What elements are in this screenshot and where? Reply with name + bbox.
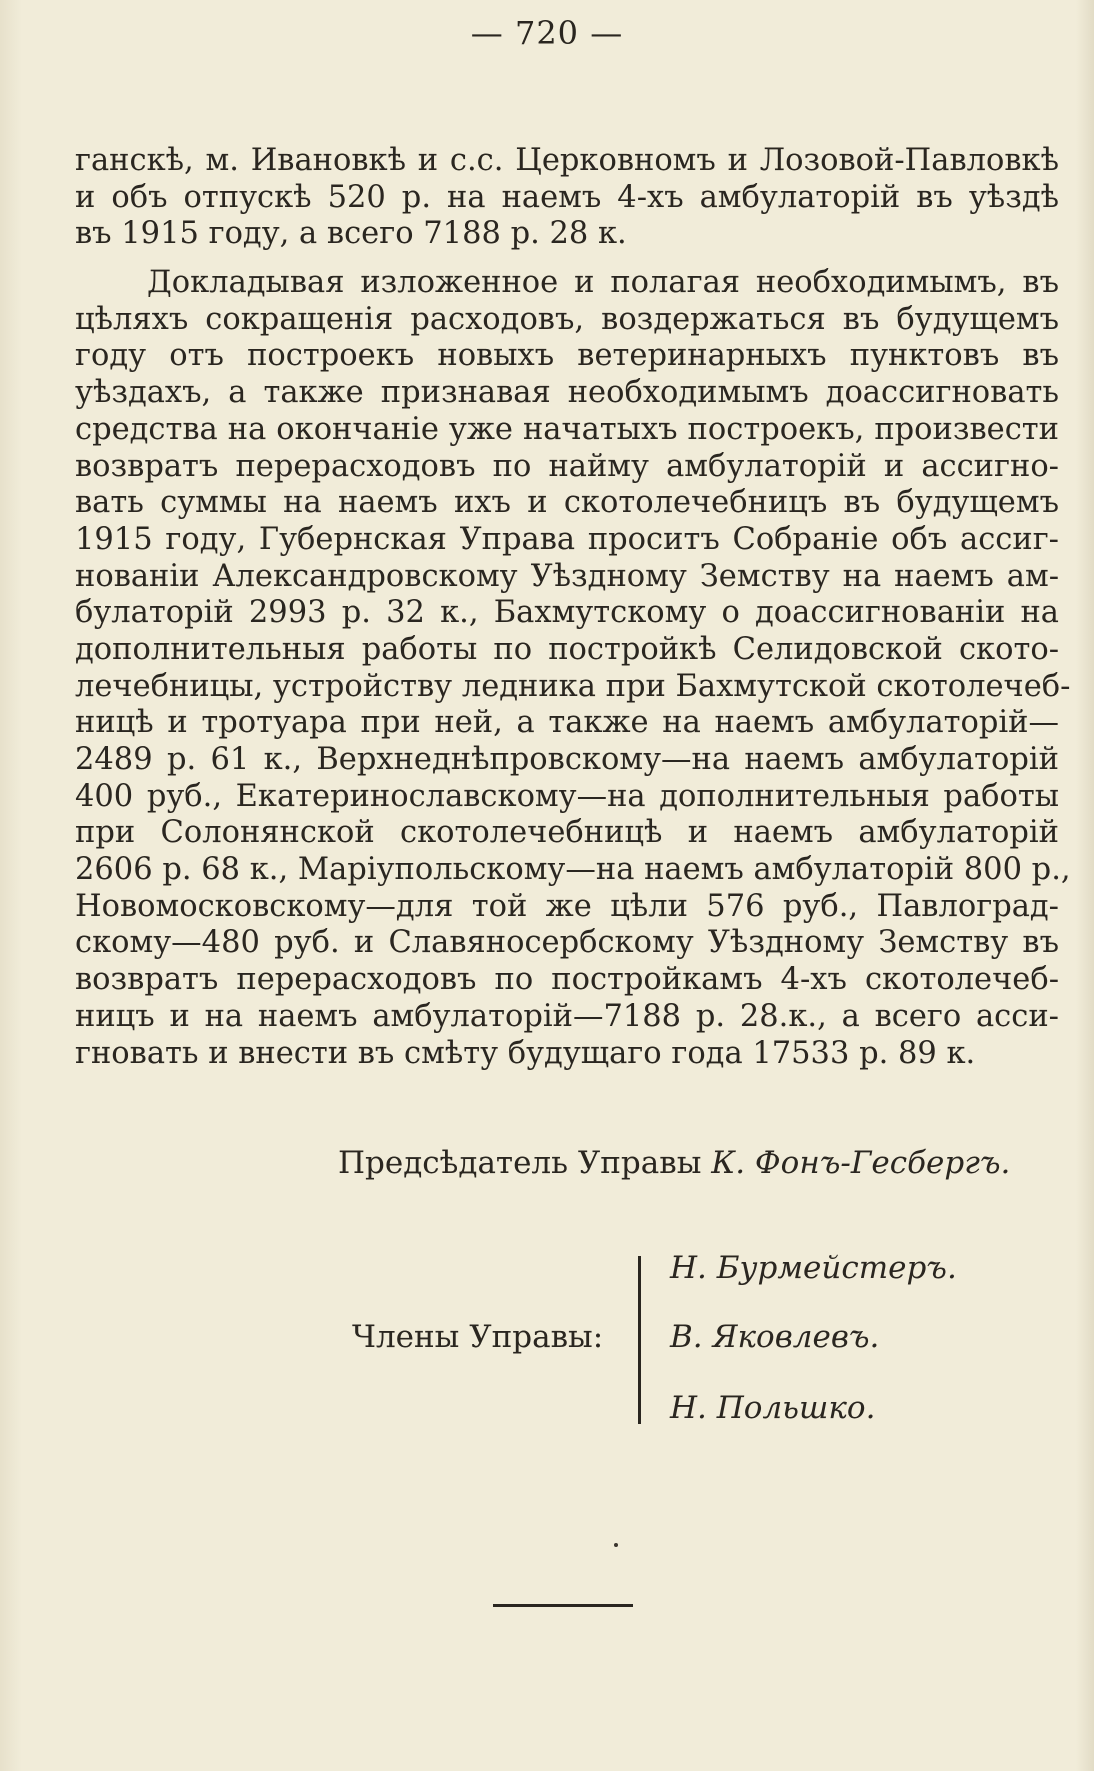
members-brace [638, 1256, 641, 1424]
chairman-title: Предсѣдатель Управы [338, 1145, 702, 1181]
text-line: при Солонянской скотолечебницѣ и наемъ амбулаторій [75, 815, 1059, 851]
paragraph-1 [75, 143, 1059, 253]
text-line: ганскѣ, м. Ивановкѣ и с.с. Церковномъ и Лозовой-Павловкѣ [75, 143, 1059, 178]
text-line: въ 1915 году, а всего 7188 р. 28 к. [75, 216, 627, 252]
text-line: скому—480 руб. и Славяносербскому Уѣздному Земству въ [75, 925, 1059, 961]
body-text [75, 143, 1071, 1084]
page-number: — 720 — [470, 14, 624, 52]
text-line: ницѣ и тротуара при ней, а также на наемъ амбулаторій— [75, 705, 1059, 741]
text-line: 2606 р. 68 к., Маріупольскому—на наемъ амбулаторій 800 р., [75, 852, 1071, 888]
text-line: 1915 году, Губернская Управа проситъ Собраніе объ ассиг- [75, 521, 1059, 557]
text-line: уѣздахъ, а также признавая необходимымъ доассигновать [75, 375, 1059, 411]
paragraph-2 [75, 265, 1071, 1072]
text-line: году отъ построекъ новыхъ ветеринарныхъ пунктовъ въ [75, 338, 1059, 374]
text-line: гновать и внести въ смѣту будущаго года 17533 р. 89 к. [75, 1035, 976, 1071]
text-line: и объ отпускѣ 520 р. на наемъ 4-хъ амбулаторій въ уѣздѣ [75, 179, 1059, 215]
member-signature: Н. Бурмейстеръ. [670, 1250, 957, 1286]
members-label: Члены Управы: [352, 1319, 604, 1355]
members-signature-block [0, 1250, 1094, 1430]
text-line: Докладывая изложенное и полагая необходимымъ, въ [147, 265, 1059, 301]
text-line: средства на окончаніе уже начатыхъ построекъ, произвести [75, 411, 1059, 447]
text-line: вать суммы на наемъ ихъ и скотолечебницъ въ будущемъ [75, 485, 1059, 521]
text-line: ницъ и на наемъ амбулаторій—7188 р. 28.к., а всего асси- [75, 998, 1059, 1034]
text-line: дополнительныя работы по постройкѣ Селидовской ското- [75, 631, 1059, 667]
text-line: булаторій 2993 р. 32 к., Бахмутскому о доассигнованіи на [75, 595, 1059, 631]
text-line: лечебницы, устройству ледника при Бахмутской скотолечеб- [75, 668, 1071, 704]
end-rule-divider [493, 1604, 633, 1607]
text-line: возвратъ перерасходовъ по найму амбулаторій и ассигно- [75, 448, 1059, 484]
text-line: возвратъ перерасходовъ по постройкамъ 4-хъ скотолечеб- [75, 962, 1059, 998]
chairman-signature-block [338, 1145, 1010, 1181]
ornament-dot [614, 1543, 618, 1547]
chairman-signature: К. Фонъ-Гесбергъ. [711, 1145, 1011, 1181]
member-signature: Н. Польшко. [670, 1390, 876, 1426]
text-line: нованіи Александровскому Уѣздному Земству на наемъ ам- [75, 558, 1059, 594]
text-line: Новомосковскому—для той же цѣли 576 руб., Павлоград- [75, 888, 1059, 924]
text-line: 400 руб., Екатеринославскому—на дополнительныя работы [75, 778, 1059, 814]
member-signature: В. Яковлевъ. [670, 1319, 880, 1355]
text-line: цѣляхъ сокращенія расходовъ, воздержаться въ будущемъ [75, 301, 1059, 337]
text-line: 2489 р. 61 к., Верхнеднѣпровскому—на наемъ амбулаторій [75, 742, 1059, 777]
